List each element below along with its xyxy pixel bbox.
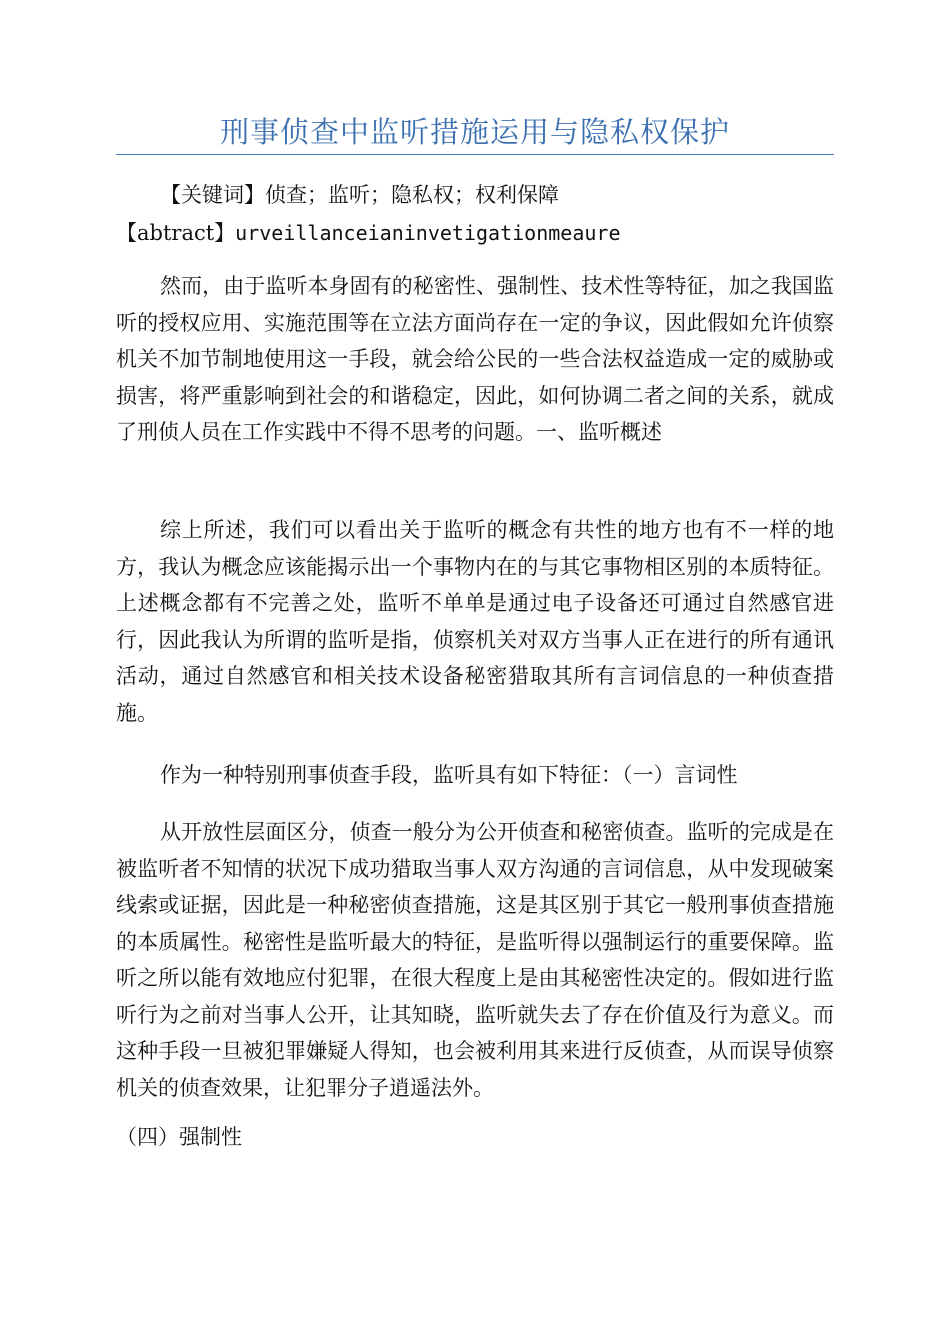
abstract-label: 【abtract】 bbox=[116, 221, 236, 245]
abstract-line bbox=[116, 218, 620, 248]
paragraph-2: 综上所述，我们可以看出关于监听的概念有共性的地方也有不一样的地方，我认为概念应该能揭示出一个事物内在的与其它事物相区别的本质特征。上述概念都有不完善之处，监听不单单是通过电子设备还可通过自然感官进行，因此我认为所谓的监听是指，侦察机关对双方当事人正在进行的所有通讯活动，通过自然感官和相关技术设备秘密猎取其所有言词信息的一种侦查措施。 bbox=[116, 518, 834, 725]
title-underline bbox=[116, 154, 834, 155]
keywords-line: 【关键词】侦查；监听；隐私权；权利保障 bbox=[160, 183, 559, 207]
paragraph-1: 然而，由于监听本身固有的秘密性、强制性、技术性等特征，加之我国监听的授权应用、实施范围等在立法方面尚存在一定的争议，因此假如允许侦察机关不加节制地使用这一手段，就会给公民的一些合法权益造成一定的威胁或损害，将严重影响到社会的和谐稳定，因此，如何协调二者之间的关系，就成了刑侦人员在工作实践中不得不思考的问题。一、监听概述 bbox=[116, 274, 834, 444]
paragraph-3: 作为一种特别刑事侦查手段，监听具有如下特征：（一）言词性 bbox=[160, 763, 738, 787]
section-heading: （四）强制性 bbox=[116, 1125, 242, 1149]
paragraph-4: 从开放性层面区分，侦查一般分为公开侦查和秘密侦查。监听的完成是在被监听者不知情的状况下成功猎取当事人双方沟通的言词信息，从中发现破案线索或证据，因此是一种秘密侦查措施，这是其区别于其它一般刑事侦查措施的本质属性。秘密性是监听最大的特征，是监听得以强制运行的重要保障。监听之所以能有效地应付犯罪，在很大程度上是由其秘密性决定的。假如进行监听行为之前对当事人公开，让其知晓，监听就失去了存在价值及行为意义。而这种手段一旦被犯罪嫌疑人得知，也会被利用其来进行反侦查，从而误导侦察机关的侦查效果，让犯罪分子逍遥法外。 bbox=[116, 820, 834, 1100]
document-title: 刑事侦查中监听措施运用与隐私权保护 bbox=[219, 115, 730, 149]
abstract-text: urveillanceianinvetigationmeaure bbox=[235, 221, 621, 245]
